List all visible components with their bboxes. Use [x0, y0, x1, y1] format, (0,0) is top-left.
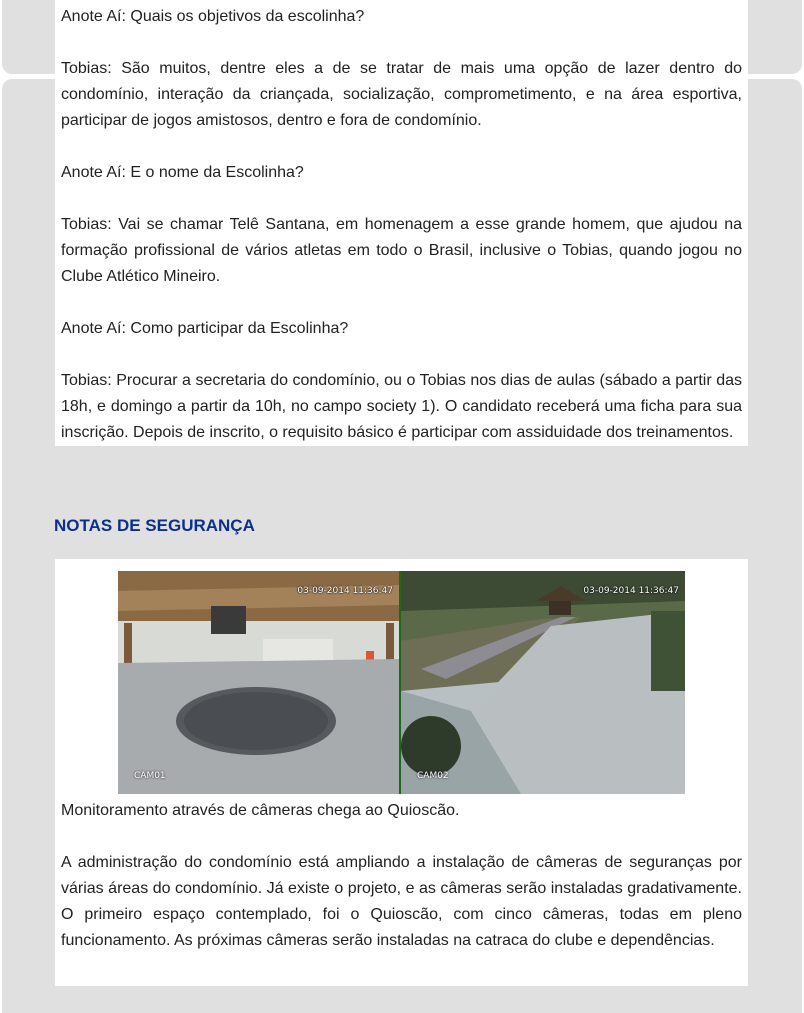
answer-objectives: Tobias: São muitos, dentre eles a de se tratar de mais uma opção de lazer dentro do condomínio, interação da criançada, socialização, comprometimento, e na área esportiva, participar de jogos amistosos, dentro e fora de condomínio.	[61, 60, 742, 129]
answer-school-name: Tobias: Vai se chamar Telê Santana, em homenagem a esse grande homem, que ajudou na formação profissional de vários atletas em todo o Brasil, inclusive o Tobias, quando jogou no Clube Atlético Mineiro.	[61, 216, 742, 285]
garden-scene-image	[401, 571, 685, 794]
camera-1-label: CAM01	[134, 771, 166, 781]
question-school-name: Anote Aí: E o nome da Escolinha?	[61, 164, 304, 181]
answer-how-to-join: Tobias: Procurar a secretaria do condomínio, ou o Tobias nos dias de aulas (sábado a partir das 18h, e domingo a partir da 10h, no campo society 1). O candidato receberá uma ficha para sua inscrição. Depois de inscrito, o requisito básico é participar com assiduidade dos treinamentos.	[61, 372, 742, 441]
camera-2-label: CAM02	[417, 771, 449, 781]
security-body-text: A administração do condomínio está ampliando a instalação de câmeras de seguranças por várias áreas do condomínio. Já existe o projeto, e as câmeras serão instaladas gradativamente. O primeiro espaço contemplado, foi o Quioscão, com cinco câmeras, todas em pleno funcionamento. As próximas câmeras serão instaladas na catraca do clube e dependências.	[61, 854, 742, 949]
camera-view-garden	[401, 571, 685, 794]
kiosk-scene-image	[118, 571, 399, 794]
camera-1-timestamp: 03-09-2014 11:36:47	[297, 586, 393, 596]
interview-card	[55, 0, 748, 446]
camera-view-kiosk	[118, 571, 399, 794]
camera-composite-image	[118, 571, 685, 794]
question-how-to-join: Anote Aí: Como participar da Escolinha?	[61, 320, 349, 337]
question-objectives: Anote Aí: Quais os objetivos da escolinha?	[61, 8, 365, 25]
section-title-security: NOTAS DE SEGURANÇA	[54, 516, 255, 535]
security-card	[55, 559, 748, 986]
photo-caption: Monitoramento através de câmeras chega ao Quioscão.	[61, 802, 460, 819]
camera-2-timestamp: 03-09-2014 11:36:47	[583, 586, 679, 596]
